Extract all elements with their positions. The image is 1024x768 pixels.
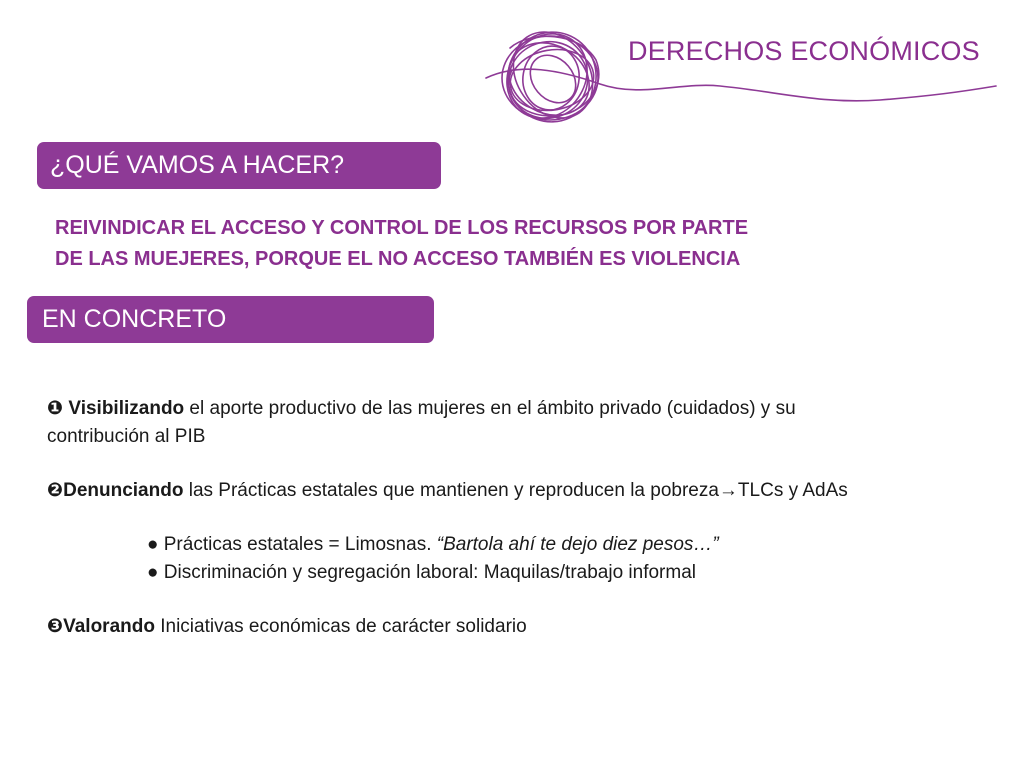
number-1-icon: ❶ [47, 398, 64, 419]
list-item-2 [47, 477, 1012, 505]
scribble-logo-icon [0, 0, 1024, 140]
bullet-icon: ● [147, 534, 159, 555]
list-item-3 [47, 613, 1012, 641]
item-3-keyword: Valorando [63, 616, 155, 637]
item-1-keyword: Visibilizando [68, 398, 185, 419]
sub-item-1-text: Prácticas estatales = Limosnas. [158, 534, 437, 555]
item-2-text: las Prácticas estatales que mantienen y reproducen la pobreza [183, 480, 719, 501]
item-1-text: el aporte productivo de las mujeres en el ámbito privado (cuidados) y su [184, 398, 796, 419]
item-2-tail: TLCs y AdAs [737, 480, 848, 501]
section-heading-que-vamos-a-hacer: ¿QUÉ VAMOS A HACER? [37, 142, 441, 189]
bullet-icon: ● [147, 562, 159, 583]
goal-line-2: DE LAS MUEJERES, PORQUE EL NO ACCESO TAMBIÉN ES VIOLENCIA [55, 248, 741, 270]
item-2-keyword: Denunciando [63, 480, 184, 501]
goal-statement [55, 213, 975, 275]
arrow-right-icon: → [718, 480, 738, 501]
list-item-1 [47, 395, 1012, 451]
sub-item-1-quote: “Bartola ahí te dejo diez pesos…” [436, 534, 719, 555]
sub-list-item-2 [47, 559, 1012, 587]
number-2-icon: ❷ [47, 480, 64, 501]
action-list [47, 395, 1012, 641]
page-title: DERECHOS ECONÓMICOS [628, 36, 980, 66]
goal-line-1: REIVINDICAR EL ACCESO Y CONTROL DE LOS RECURSOS POR PARTE [55, 217, 749, 239]
section-heading-en-concreto: EN CONCRETO [27, 296, 434, 343]
sub-list-item-1 [47, 531, 1012, 559]
item-3-text: Iniciativas económicas de carácter solidario [154, 616, 527, 637]
sub-item-2-text: Discriminación y segregación laboral: Maquilas/trabajo informal [158, 562, 697, 583]
number-3-icon: ❸ [47, 616, 64, 637]
item-1-text-cont: contribución al PIB [47, 426, 206, 447]
